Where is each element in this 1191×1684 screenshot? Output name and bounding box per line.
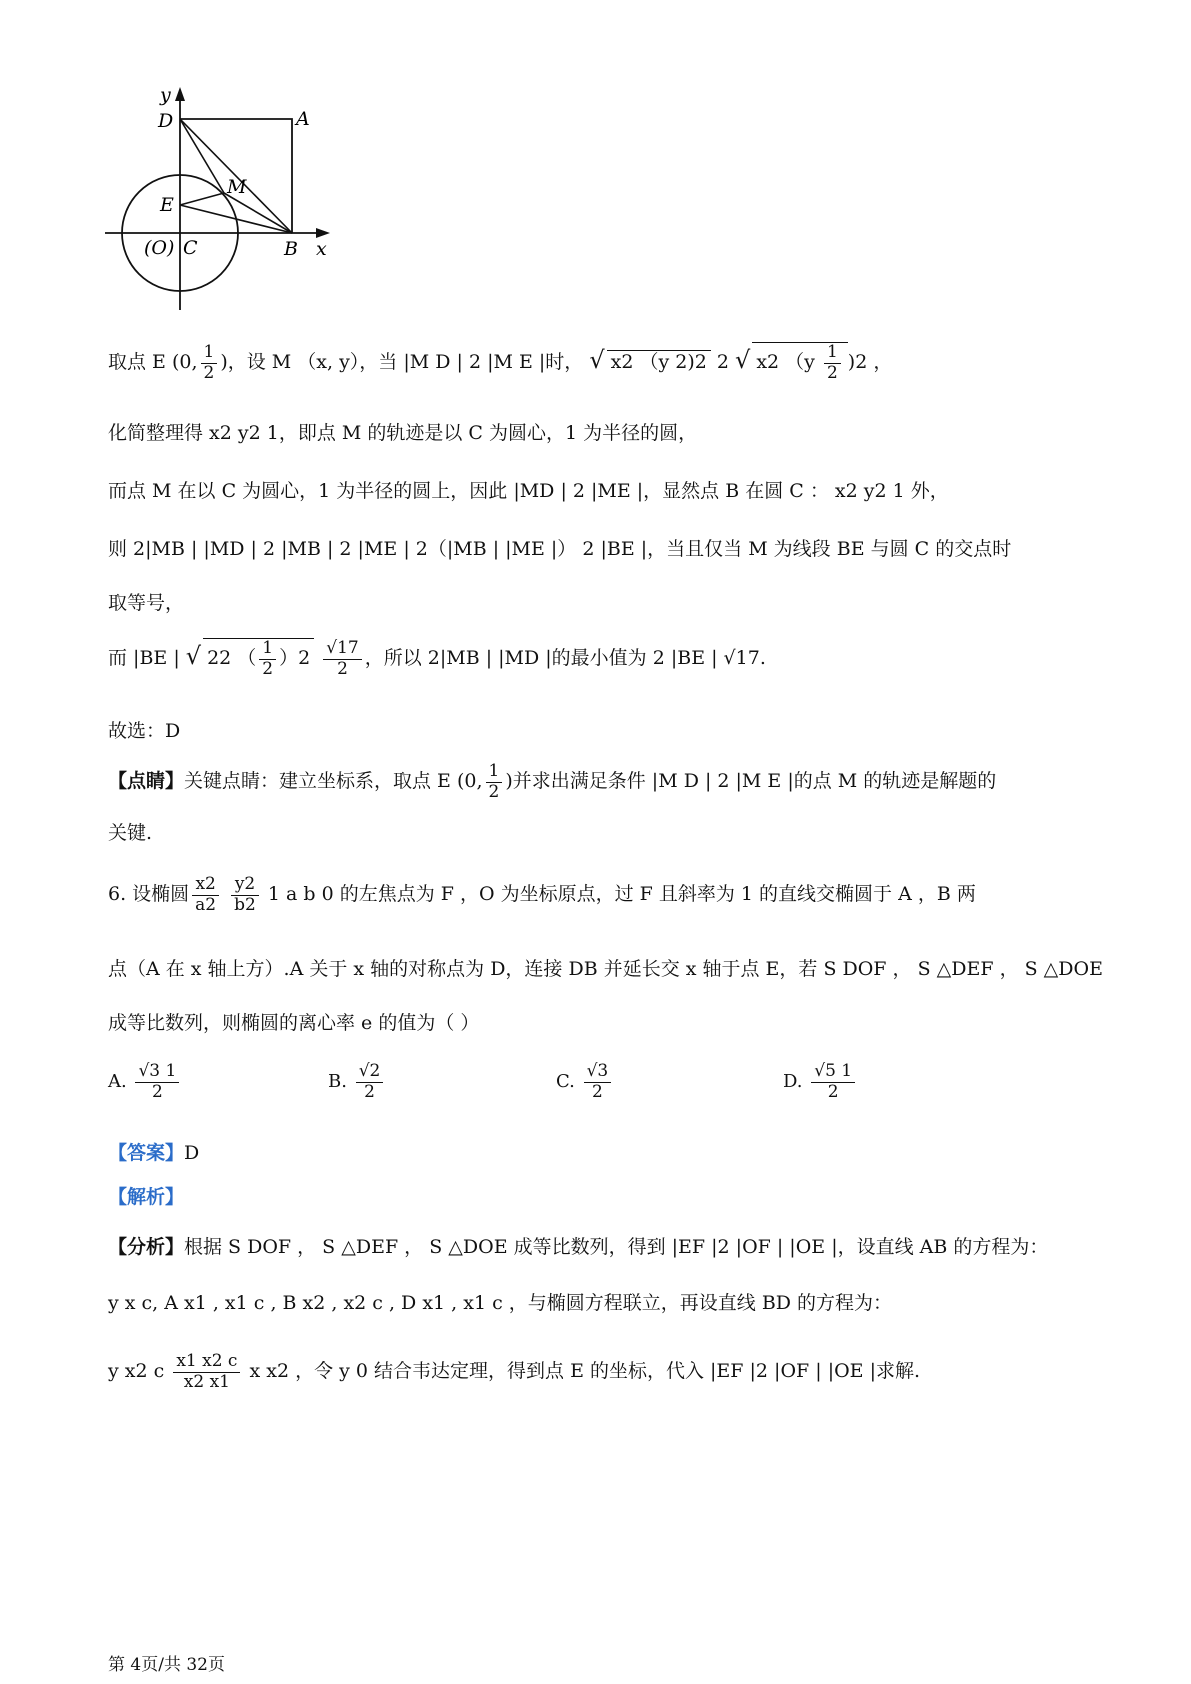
solution-line-3: 而点 M 在以 C 为圆心，1 为半径的圆上，因此 |MD | 2 |ME |，显然点 B 在圆 C ： x2 y2 1 外， — [108, 480, 949, 502]
analysis-label: 【解析】 — [108, 1186, 185, 1208]
sqrt-sign: √ — [735, 346, 751, 375]
label-B: B — [284, 238, 298, 260]
question-6-line-1: 6. 设椭圆 $\frac{x2}{a2}$ $\frac{y2}{b2}$ 1 a b 0 的左焦点为 F ，O 为坐标原点，过 F 且斜率为 1 的直线交椭圆于 A ，B 两 — [108, 874, 976, 915]
fraction-half: $\frac{1}{2}$ — [201, 343, 218, 383]
option-d: D. $\frac{√5 1}{2}$ — [783, 1062, 858, 1102]
fenxi-line-1: 【分析】根据 S DOF ， S △DEF ， S △DOE 成等比数列，得到 |EF |2 |OF | |OE |，设直线 AB 的方程为： — [108, 1236, 1049, 1258]
solution-line-6: 而 |BE | √ 22 （ $\frac{1}{2}$ ）2 $\frac{√17}{2}$ ，所以 2|MB | |MD |的最小值为 2 |BE | √17. — [108, 638, 766, 679]
fenxi-line-2: y x c, A x1 , x1 c , B x2 , x2 c , D x1 , x1 c ，与椭圆方程联立，再设直线 BD 的方程为： — [108, 1292, 893, 1314]
answer-line: 【答案】D — [108, 1142, 200, 1164]
sqrt-sign: √ — [589, 346, 605, 375]
coordinate-figure — [100, 85, 350, 330]
label-E: E — [160, 194, 174, 216]
fenxi-line-3: y x2 c $\frac{x1 x2 c}{x2 x1}$ x x2 ，令 y 0 结合韦达定理，得到点 E 的坐标，代入 |EF |2 |OF | |OE |求解. — [108, 1351, 921, 1392]
dianjing-line: 【点睛】关键点睛：建立坐标系，取点 E (0, $\frac{1}{2}$ )并求出满足条件 |M D | 2 |M E |的点 M 的轨迹是解题的 — [108, 761, 997, 802]
question-6-line-2: 点（A 在 x 轴上方）.A 关于 x 轴的对称点为 D，连接 DB 并延长交 x 轴于点 E，若 S DOF ， S △DEF ， S △DOE — [108, 958, 1103, 980]
solution-line-5: 取等号， — [108, 592, 185, 614]
label-O: (O) — [144, 237, 175, 259]
solution-line-1: 取点 E (0, $\frac{1}{2}$ )，设 M （x, y），当 |M D | 2 |M E |时， √ x2 （y 2)2 2 √ x2 （y $\frac{1}{2}$ )2 ， — [108, 342, 893, 383]
option-a: A. $\frac{√3 1}{2}$ — [108, 1062, 182, 1102]
label-A: A — [296, 108, 310, 130]
label-C: C — [183, 237, 198, 259]
dianjing-line-2: 关键. — [108, 822, 153, 844]
question-6-line-3: 成等比数列，则椭圆的离心率 e 的值为（ ） — [108, 1012, 480, 1034]
label-x: x — [316, 238, 327, 260]
solution-line-2: 化简整理得 x2 y2 1，即点 M 的轨迹是以 C 为圆心，1 为半径的圆， — [108, 422, 698, 444]
label-M: M — [227, 176, 247, 198]
page-footer: 第 4页/共 32页 — [108, 1655, 225, 1675]
label-D: D — [158, 110, 174, 132]
solution-line-7: 故选：D — [108, 720, 181, 742]
label-y: y — [160, 85, 171, 106]
option-b: B. $\frac{√2}{2}$ — [328, 1062, 386, 1102]
solution-line-4: 则 2|MB | |MD | 2 |MB | 2 |ME | 2（|MB | |ME |） 2 |BE |，当且仅当 M 为线段 BE 与圆 C 的交点时 — [108, 538, 1012, 560]
option-c: C. $\frac{√3}{2}$ — [556, 1062, 614, 1102]
